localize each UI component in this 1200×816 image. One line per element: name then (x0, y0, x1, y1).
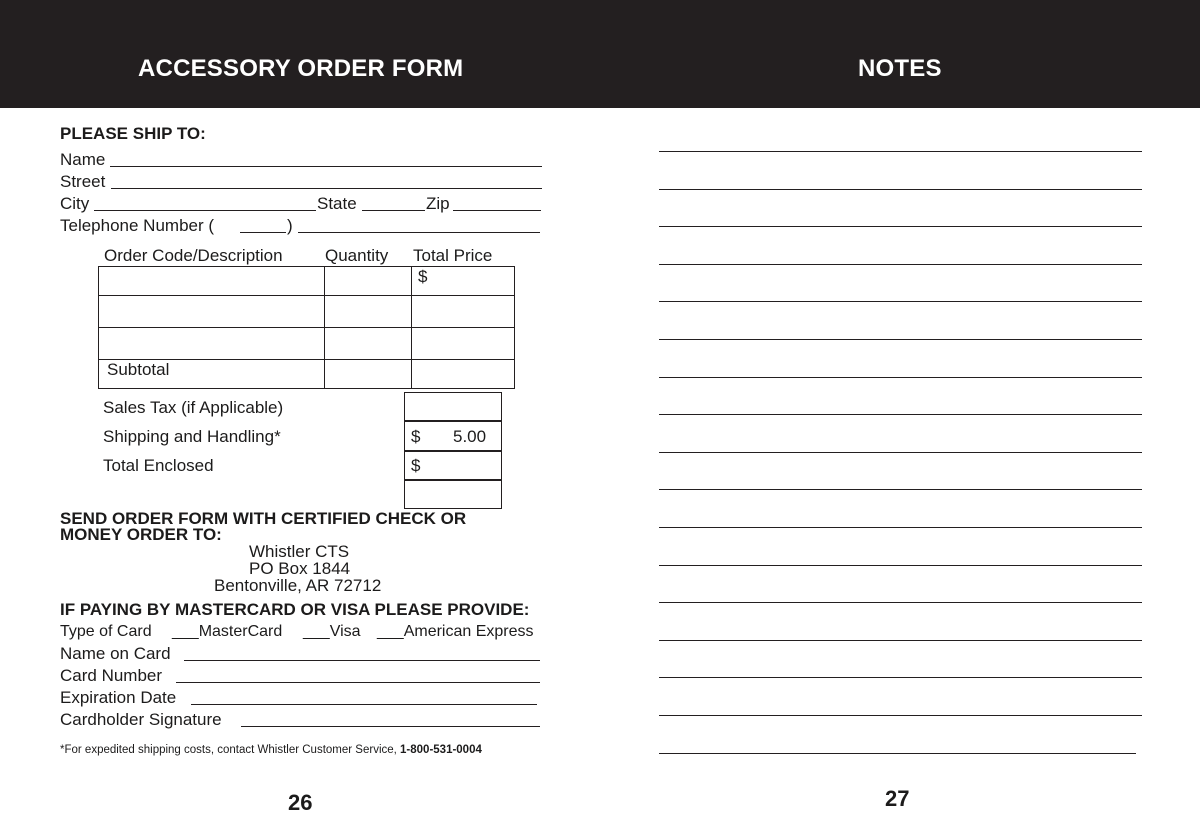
name-label: Name (60, 150, 106, 169)
shipping-currency: $ (411, 427, 421, 446)
note-line[interactable] (659, 414, 1142, 415)
header-order-code: Order Code/Description (104, 246, 283, 265)
signature-field[interactable] (241, 712, 540, 727)
note-line[interactable] (659, 602, 1142, 603)
shipping-value: 5.00 (453, 427, 487, 446)
subtotal-label-cell (99, 360, 325, 389)
note-line[interactable] (659, 677, 1142, 678)
street-field[interactable] (111, 174, 542, 189)
quantity-cell[interactable] (325, 267, 412, 296)
footnote-text: *For expedited shipping costs, contact Whistler Customer Service, (60, 744, 401, 756)
city-label: City (60, 194, 90, 213)
sales-tax-label: Sales Tax (if Applicable) (103, 398, 284, 417)
card-number-label: Card Number (60, 666, 163, 685)
note-line[interactable] (659, 226, 1142, 227)
subtotal-quantity-cell[interactable] (325, 360, 412, 389)
order-code-cell[interactable] (99, 267, 325, 296)
card-type-label: Type of Card (60, 623, 152, 640)
note-line[interactable] (659, 489, 1142, 490)
note-line[interactable] (659, 452, 1142, 453)
send-heading-line1: SEND ORDER FORM WITH CERTIFIED CHECK OR (60, 509, 467, 528)
price-cell[interactable] (412, 267, 515, 296)
footnote-phone: 1-800-531-0004 (400, 744, 482, 756)
quantity-cell[interactable] (325, 296, 412, 328)
price-cell[interactable] (412, 296, 515, 328)
extra-blank-field[interactable] (404, 480, 502, 509)
note-line[interactable] (659, 339, 1142, 340)
order-table (98, 266, 515, 389)
name-on-card-label: Name on Card (60, 644, 171, 663)
ship-to-heading: PLEASE SHIP TO: (60, 124, 206, 143)
zip-field[interactable] (453, 196, 541, 211)
card-option-mastercard[interactable]: ___MasterCard (172, 623, 283, 640)
address-line-3: Bentonville, AR 72712 (214, 576, 382, 595)
shipping-label: Shipping and Handling* (103, 427, 281, 446)
note-line[interactable] (659, 527, 1142, 528)
expiration-date-label: Expiration Date (60, 688, 177, 707)
quantity-cell[interactable] (325, 328, 412, 360)
note-line[interactable] (659, 715, 1142, 716)
note-line[interactable] (659, 640, 1142, 641)
state-label: State (317, 194, 357, 213)
note-line[interactable] (659, 151, 1142, 152)
state-field[interactable] (362, 196, 425, 211)
name-field[interactable] (110, 152, 542, 167)
notes-page (600, 0, 1200, 812)
note-line[interactable] (659, 377, 1142, 378)
sales-tax-field[interactable] (404, 392, 502, 421)
note-line[interactable] (659, 189, 1142, 190)
price-cell[interactable] (412, 328, 515, 360)
card-option-amex[interactable]: ___American Express (377, 623, 534, 640)
notes-header (600, 0, 1200, 108)
order-code-cell[interactable] (99, 328, 325, 360)
header-quantity: Quantity (325, 246, 389, 265)
telephone-label: Telephone Number ( (60, 216, 215, 235)
note-line[interactable] (659, 264, 1142, 265)
order-form-header (0, 0, 600, 108)
address-line-2: PO Box 1844 (249, 559, 351, 578)
subtotal-price-cell[interactable] (412, 360, 515, 389)
total-currency: $ (411, 456, 421, 475)
total-enclosed-field[interactable] (404, 451, 502, 480)
shipping-field (404, 421, 502, 451)
expiration-date-field[interactable] (191, 690, 537, 705)
note-line[interactable] (659, 753, 1136, 754)
table-row (99, 328, 515, 360)
order-form-title: ACCESSORY ORDER FORM (138, 55, 464, 82)
header-total-price: Total Price (413, 246, 493, 265)
card-number-field[interactable] (176, 668, 540, 683)
notes-title: NOTES (858, 55, 942, 82)
total-enclosed-label: Total Enclosed (103, 456, 214, 475)
card-option-visa[interactable]: ___Visa (303, 623, 361, 640)
table-row (99, 267, 515, 296)
send-heading-line2: MONEY ORDER TO: (60, 525, 222, 544)
signature-label: Cardholder Signature (60, 710, 222, 729)
order-form-page (0, 0, 600, 815)
table-row (99, 296, 515, 328)
page-number: 26 (288, 790, 313, 815)
city-field[interactable] (94, 196, 316, 211)
telephone-field[interactable] (298, 218, 540, 233)
subtotal-label: Subtotal (107, 360, 170, 379)
address-line-1: Whistler CTS (249, 542, 350, 561)
name-on-card-field[interactable] (184, 646, 540, 661)
subtotal-row (99, 360, 515, 389)
order-code-cell[interactable] (99, 296, 325, 328)
zip-label: Zip (426, 194, 450, 213)
note-line[interactable] (659, 301, 1142, 302)
note-line[interactable] (659, 565, 1142, 566)
street-label: Street (60, 172, 106, 191)
card-heading: IF PAYING BY MASTERCARD OR VISA PLEASE PROVIDE: (60, 600, 530, 619)
telephone-close-paren: ) (287, 216, 293, 235)
page-number: 27 (885, 786, 910, 811)
area-code-field[interactable] (240, 218, 286, 233)
footnote (60, 744, 482, 756)
price-currency: $ (418, 267, 428, 286)
